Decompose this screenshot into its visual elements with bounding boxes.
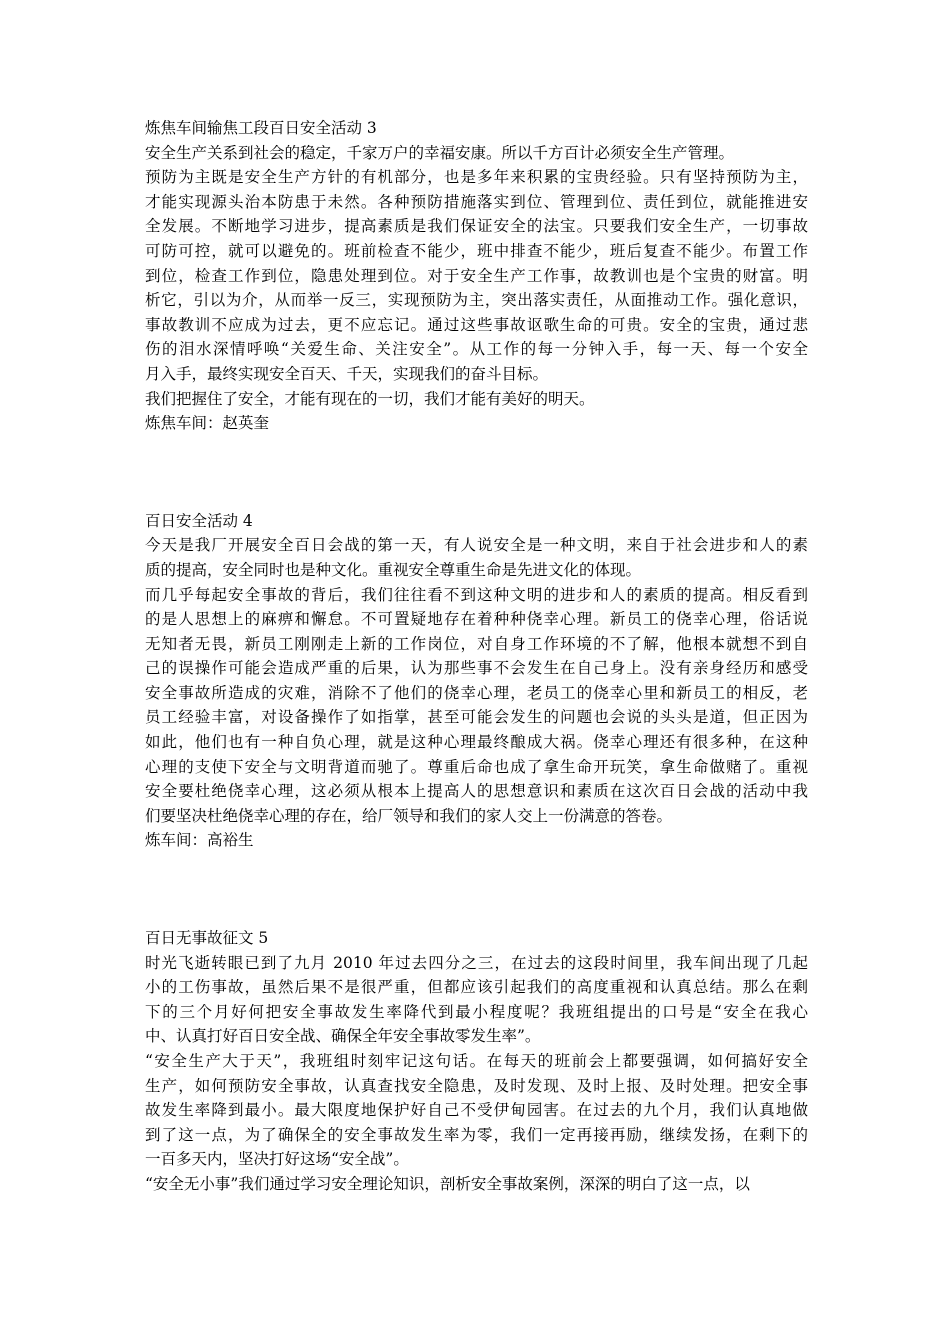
text-line: 事故教训不应成为过去，更不应忘记。通过这些事故讴歌生命的可贵。安全的宝贵，通过悲 [145,315,808,334]
paragraph [145,1172,808,1197]
text-line: “安全生产大于天”，我班组时刻牢记这句话。在每天的班前会上都要强调，如何搞好安全 [145,1052,808,1070]
text-line: 到位，检查工作到位，隐患处理到位。对于安全生产工作事，故教训也是个宝贵的财富。明 [145,266,808,285]
text-line: 析它，引以为介，从而举一反三，实现预防为主，突出落实责任，从面推动工作。强化意识， [145,291,808,310]
article-title: 百日安全活动 4 [145,511,253,530]
author-signature: 炼焦车间：赵英奎 [145,414,270,433]
text-line: 全发展。不断地学习进步，提高素质是我们保证安全的法宝。只要我们安全生产，一切事故 [145,217,808,236]
text-line: 时光飞逝转眼已到了九月 2010 年过去四分之三，在过去的这段时间里，我车间出现了几起 [145,953,808,972]
text-line: 可防可控，就可以避免的。班前检查不能少，班中排查不能少，班后复查不能少。布置工作 [145,241,808,260]
author-signature: 炼车间：高裕生 [145,831,254,850]
article-section [145,116,808,436]
text-line: 如此，他们也有一种自负心理，就是这种心理最终酿成大祸。侥幸心理还有很多种，在这种 [145,733,808,752]
article-title: 炼焦车间输焦工段百日安全活动 3 [145,119,377,137]
paragraph [145,141,808,166]
text-line: 们要坚决杜绝侥幸心理的存在，给厂领导和我们的家人交上一份满意的答卷。 [145,806,673,825]
paragraph [145,165,808,386]
text-line: 一百多天内，坚决打好这场“安全战”。 [145,1150,409,1169]
paragraph [145,583,808,829]
article-section [145,509,808,853]
text-line: 伤的泪水深情呼唤“关爱生命、关注安全”。从工作的每一分钟入手，每一天、每一个安全 [145,340,808,359]
text-line: 预防为主既是安全生产方针的有机部分，也是多年来积累的宝贵经验。只有坚持预防为主， [145,168,808,187]
text-line: 下的三个月好何把安全事故发生率降代到最小程度呢？我班组提出的口号是“安全在我心 [145,1002,808,1021]
text-line: 安全生产关系到社会的稳定，千家万户的幸福安康。所以千方百计必须安全生产管理。 [145,143,735,162]
text-line: 月入手，最终实现安全百天、千天，实现我们的奋斗目标。 [145,364,549,383]
text-line: “安全无小事”我们通过学习安全理论知识，剖析安全事故案例，深深的明白了这一点，以 [145,1174,750,1193]
paragraph [145,951,808,1049]
section-spacer [145,436,808,509]
text-line: 才能实现源头治本防患于未然。各种预防措施落实到位、管理到位、责任到位，就能推进安 [145,192,808,211]
text-line: 心理的支使下安全与文明背道而驰了。尊重后命也成了拿生命开玩笑，拿生命做赌了。重视 [145,757,808,776]
text-line: 安全事故所造成的灾难，消除不了他们的侥幸心理，老员工的侥幸心里和新员工的相反，老 [145,683,808,702]
text-line: 质的提高，安全同时也是种文化。重视安全尊重生命是先进文化的体现。 [145,560,642,579]
article-title: 百日无事故征文 5 [145,929,269,948]
paragraph [145,387,808,412]
paragraph [145,1049,808,1172]
text-line: 我们把握住了安全，才能有现在的一切，我们才能有美好的明天。 [145,389,595,408]
text-line: 安全要杜绝侥幸心理，这必须从根本上提高人的思想意识和素质在这次百日会战的活动中我 [145,782,808,801]
article-section [145,926,808,1197]
text-line: 生产，如何预防安全事故，认真查找安全隐患，及时发现、及时上报、及时处理。把安全事 [145,1076,808,1095]
text-line: 故发生率降到最小。最大限度地保护好自己不受伊甸园害。在过去的九个月，我们认真地做 [145,1101,808,1120]
text-line: 今天是我厂开展安全百日会战的第一天，有人说安全是一种文明，来自于社会进步和人的素 [145,536,808,555]
text-line: 小的工伤事故，虽然后果不是很严重，但都应该引起我们的高度重视和认真总结。那么在剩 [145,978,808,997]
text-line: 到了这一点，为了确保全的安全事故发生率为零，我们一定再接再励，继续发扬，在剩下的 [145,1125,808,1144]
paragraph [145,533,808,582]
text-line: 无知者无畏，新员工刚刚走上新的工作岗位，对自身工作环境的不了解，他根本就想不到自 [145,634,808,653]
document-page [145,116,808,1197]
section-spacer [145,853,808,926]
text-line: 而几乎每起安全事故的背后，我们往往看不到这种文明的进步和人的素质的提高。相反看到 [145,585,808,604]
text-line: 己的误操作可能会造成严重的后果，认为那些事不会发生在自己身上。没有亲身经历和感受 [145,659,808,678]
text-line: 员工经验丰富，对设备操作了如指掌，甚至可能会发生的问题也会说的头头是道，但正因为 [145,708,808,727]
text-line: 中、认真打好百日安全战、确保全年安全事故零发生率”。 [145,1027,541,1046]
text-line: 的是人思想上的麻痹和懈怠。不可置疑地存在着种种侥幸心理。新员工的侥幸心理，俗话说 [145,610,808,629]
